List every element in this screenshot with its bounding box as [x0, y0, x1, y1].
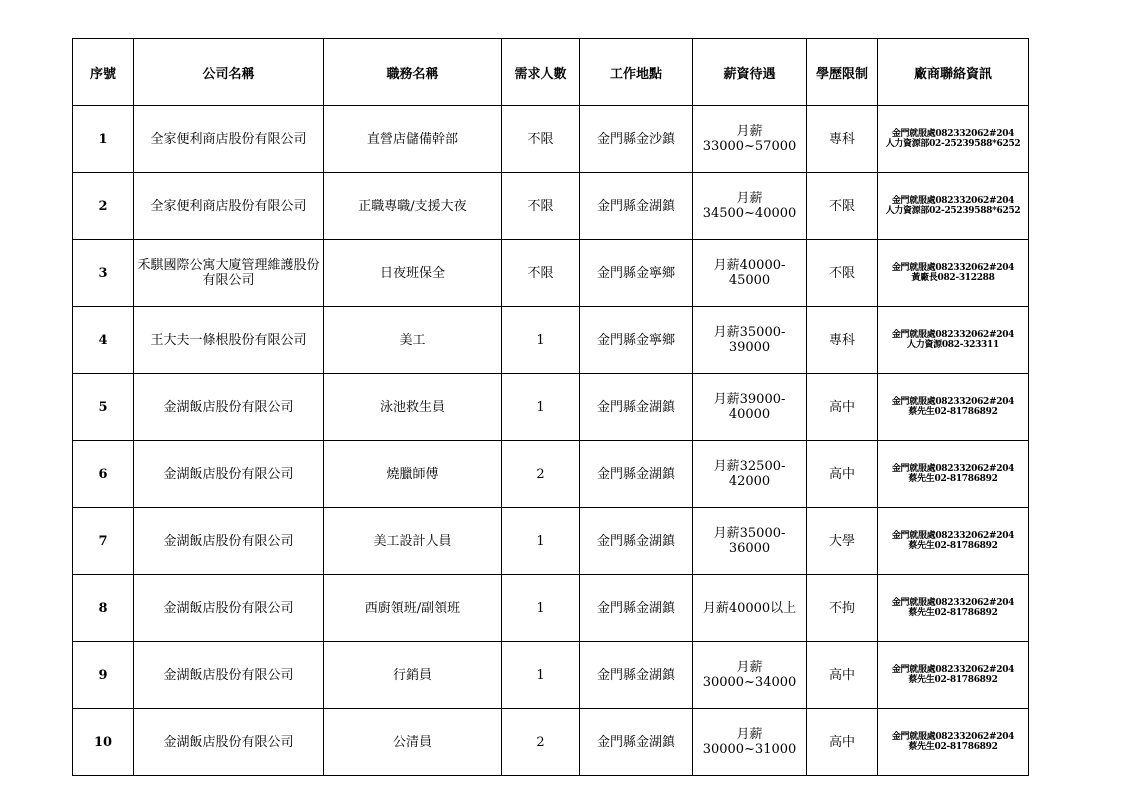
company-name-cell: 王大夫一條根股份有限公司: [134, 307, 324, 374]
contact-info-cell: 金門就服處082332062#204 蔡先生02-81786892: [878, 374, 1029, 441]
table-row: [73, 575, 1029, 642]
work-location-cell: 金門縣金湖鎮: [580, 508, 693, 575]
position-name-cell: 日夜班保全: [324, 240, 502, 307]
table-row: [73, 642, 1029, 709]
headcount-cell: 不限: [502, 173, 580, 240]
company-name-cell: 金湖飯店股份有限公司: [134, 575, 324, 642]
salary-cell: 月薪 34500~40000: [693, 173, 807, 240]
serial-number-cell: 1: [73, 106, 134, 173]
serial-number-cell: 6: [73, 441, 134, 508]
job-listing-table: [72, 38, 1029, 776]
headcount-cell: 1: [502, 508, 580, 575]
header-salary: 薪資待遇: [693, 39, 807, 106]
serial-number-cell: 4: [73, 307, 134, 374]
header-row: [73, 39, 1029, 106]
salary-cell: 月薪 33000~57000: [693, 106, 807, 173]
company-name-cell: 金湖飯店股份有限公司: [134, 642, 324, 709]
salary-cell: 月薪35000- 39000: [693, 307, 807, 374]
headcount-cell: 2: [502, 709, 580, 776]
company-name-cell: 金湖飯店股份有限公司: [134, 374, 324, 441]
table-row: [73, 240, 1029, 307]
contact-info-cell: 金門就服處082332062#204 蔡先生02-81786892: [878, 508, 1029, 575]
position-name-cell: 行銷員: [324, 642, 502, 709]
contact-info-cell: 金門就服處082332062#204 蔡先生02-81786892: [878, 575, 1029, 642]
education-cell: 專科: [807, 106, 878, 173]
serial-number-cell: 5: [73, 374, 134, 441]
salary-cell: 月薪32500- 42000: [693, 441, 807, 508]
education-cell: 高中: [807, 642, 878, 709]
education-cell: 不限: [807, 173, 878, 240]
company-name-cell: 全家便利商店股份有限公司: [134, 173, 324, 240]
education-cell: 高中: [807, 374, 878, 441]
header-position-name: 職務名稱: [324, 39, 502, 106]
headcount-cell: 1: [502, 307, 580, 374]
contact-info-cell: 金門就服處082332062#204 人力資源082-323311: [878, 307, 1029, 374]
position-name-cell: 美工: [324, 307, 502, 374]
headcount-cell: 1: [502, 374, 580, 441]
headcount-cell: 1: [502, 575, 580, 642]
contact-info-cell: 金門就服處082332062#204 黃廠長082-312288: [878, 240, 1029, 307]
position-name-cell: 直營店儲備幹部: [324, 106, 502, 173]
table-row: [73, 307, 1029, 374]
education-cell: 高中: [807, 709, 878, 776]
salary-cell: 月薪39000- 40000: [693, 374, 807, 441]
table-row: [73, 508, 1029, 575]
header-contact-info: 廠商聯絡資訊: [878, 39, 1029, 106]
position-name-cell: 公清員: [324, 709, 502, 776]
contact-info-cell: 金門就服處082332062#204 人力資源部02-25239588*6252: [878, 106, 1029, 173]
work-location-cell: 金門縣金沙鎮: [580, 106, 693, 173]
salary-cell: 月薪40000以上: [693, 575, 807, 642]
education-cell: 不限: [807, 240, 878, 307]
serial-number-cell: 2: [73, 173, 134, 240]
serial-number-cell: 8: [73, 575, 134, 642]
contact-info-cell: 金門就服處082332062#204 蔡先生02-81786892: [878, 441, 1029, 508]
salary-cell: 月薪 30000~34000: [693, 642, 807, 709]
position-name-cell: 泳池救生員: [324, 374, 502, 441]
serial-number-cell: 9: [73, 642, 134, 709]
contact-info-cell: 金門就服處082332062#204 蔡先生02-81786892: [878, 642, 1029, 709]
company-name-cell: 金湖飯店股份有限公司: [134, 508, 324, 575]
work-location-cell: 金門縣金寧鄉: [580, 240, 693, 307]
work-location-cell: 金門縣金寧鄉: [580, 307, 693, 374]
education-cell: 不拘: [807, 575, 878, 642]
salary-cell: 月薪35000- 36000: [693, 508, 807, 575]
position-name-cell: 正職專職/支援大夜: [324, 173, 502, 240]
table-row: [73, 441, 1029, 508]
position-name-cell: 西廚領班/副領班: [324, 575, 502, 642]
table-row: [73, 374, 1029, 441]
education-cell: 專科: [807, 307, 878, 374]
headcount-cell: 不限: [502, 240, 580, 307]
table-row: [73, 106, 1029, 173]
headcount-cell: 2: [502, 441, 580, 508]
headcount-cell: 不限: [502, 106, 580, 173]
header-serial-number: 序號: [73, 39, 134, 106]
salary-cell: 月薪40000- 45000: [693, 240, 807, 307]
header-education: 學歷限制: [807, 39, 878, 106]
company-name-cell: 金湖飯店股份有限公司: [134, 441, 324, 508]
header-headcount: 需求人數: [502, 39, 580, 106]
serial-number-cell: 3: [73, 240, 134, 307]
education-cell: 高中: [807, 441, 878, 508]
work-location-cell: 金門縣金湖鎮: [580, 575, 693, 642]
work-location-cell: 金門縣金湖鎮: [580, 709, 693, 776]
position-name-cell: 美工設計人員: [324, 508, 502, 575]
header-work-location: 工作地點: [580, 39, 693, 106]
contact-info-cell: 金門就服處082332062#204 蔡先生02-81786892: [878, 709, 1029, 776]
table-row: [73, 173, 1029, 240]
position-name-cell: 燒臘師傅: [324, 441, 502, 508]
serial-number-cell: 7: [73, 508, 134, 575]
serial-number-cell: 10: [73, 709, 134, 776]
education-cell: 大學: [807, 508, 878, 575]
salary-cell: 月薪 30000~31000: [693, 709, 807, 776]
header-company-name: 公司名稱: [134, 39, 324, 106]
contact-info-cell: 金門就服處082332062#204 人力資源部02-25239588*6252: [878, 173, 1029, 240]
work-location-cell: 金門縣金湖鎮: [580, 173, 693, 240]
work-location-cell: 金門縣金湖鎮: [580, 441, 693, 508]
company-name-cell: 金湖飯店股份有限公司: [134, 709, 324, 776]
work-location-cell: 金門縣金湖鎮: [580, 374, 693, 441]
company-name-cell: 全家便利商店股份有限公司: [134, 106, 324, 173]
work-location-cell: 金門縣金湖鎮: [580, 642, 693, 709]
company-name-cell: 禾騏國際公寓大廈管理維護股份有限公司: [134, 240, 324, 307]
headcount-cell: 1: [502, 642, 580, 709]
table-row: [73, 709, 1029, 776]
